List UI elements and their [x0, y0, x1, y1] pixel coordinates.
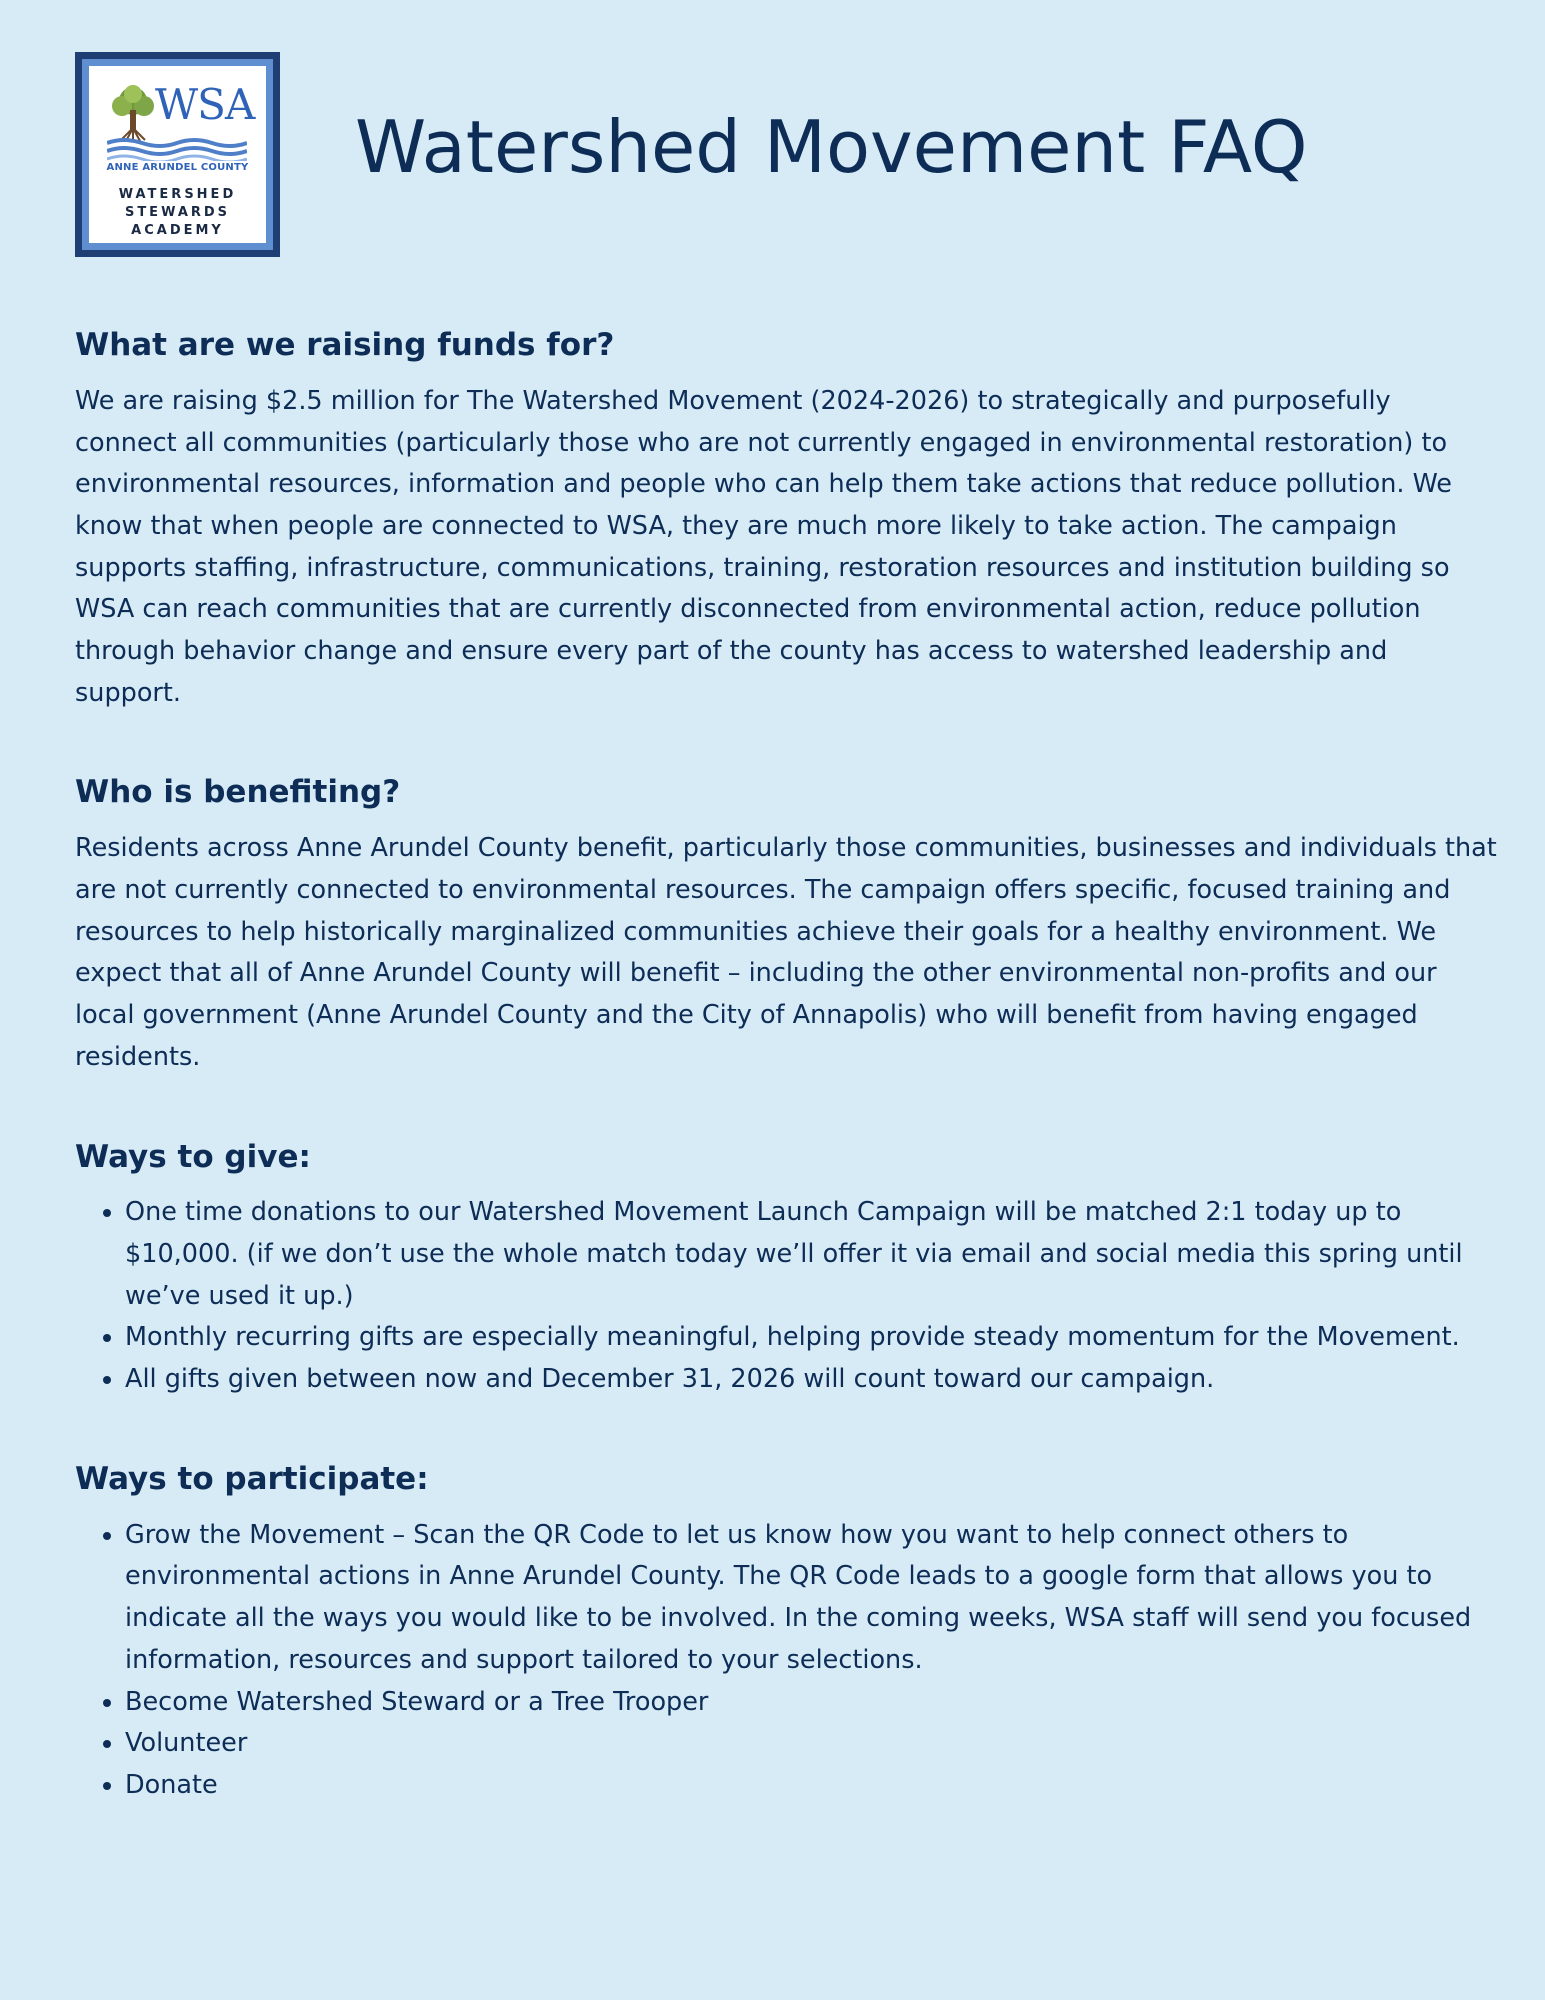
logo-name-line2: STEWARDS — [124, 205, 231, 220]
list-item: • Monthly recurring gifts are especially meaningful, helping provide steady momentum for the Movement. — [125, 1317, 1500, 1359]
list-item: • Donate — [125, 1765, 1500, 1807]
section-ways-to-give — [75, 1137, 1500, 1401]
logo-name-line1: WATERSHED — [118, 187, 237, 202]
tree-icon — [107, 84, 159, 142]
section-who-benefits — [75, 772, 1500, 1078]
section-heading: Who is benefiting? — [75, 774, 401, 811]
list-item: • One time donations to our Watershed Movement Launch Campaign will be matched 2:1 today up to $10,000. (if we don’t use the whole match today we’ll offer it via email and social media this spring until we’ve used it up.) — [125, 1192, 1500, 1317]
ways-to-give-list — [75, 1192, 1500, 1401]
waves-icon — [107, 137, 247, 161]
list-item: • Grow the Movement – Scan the QR Code to let us know how you want to help connect others to environmental actions in Anne Arundel County. The QR Code leads to a google form that allows you to indicate all the ways you would like to be involved. In the coming weeks, WSA staff will send you focused information, resources and support tailored to your selections. — [125, 1515, 1500, 1682]
logo-county: ANNE ARUNDEL COUNTY — [106, 162, 249, 173]
section-raising-funds — [75, 325, 1500, 714]
faq-content — [75, 325, 1500, 1865]
section-body: Residents across Anne Arundel County benefit, particularly those communities, businesses and individuals that are not currently connected to environmental resources. The campaign offers specific, focused training and resources to help historically marginalized communities achieve their goals for a healthy environment. We expect that all of Anne Arundel County will benefit – including the other environmental non-profits and our local government (Anne Arundel County and the City of Annapolis) who will benefit from having engaged residents. — [75, 833, 1497, 1072]
list-item: • Become Watershed Steward or a Tree Trooper — [125, 1682, 1500, 1724]
section-body: We are raising $2.5 million for The Watershed Movement (2024-2026) to strategically and purposefully connect all communities (particularly those who are not currently engaged in environmental restoration) to environmental resources, information and people who can help them take actions that reduce pollution. We know that when people are connected to WSA, they are much more likely to take action. The campaign supports staffing, infrastructure, communications, training, restoration resources and institution building so WSA can reach communities that are currently disconnected from environmental action, reduce pollution through behavior change and ensure every part of the county has access to watershed leadership and support. — [75, 385, 1452, 708]
section-heading: What are we raising funds for? — [75, 327, 615, 363]
ways-to-participate-list — [75, 1515, 1500, 1807]
list-item: • Volunteer — [125, 1723, 1500, 1765]
logo-inner — [89, 66, 266, 243]
logo-name — [89, 186, 266, 240]
wsa-logo — [75, 52, 280, 257]
section-heading: Ways to participate: — [75, 1460, 429, 1497]
page-title: Watershed Movement FAQ — [355, 105, 1308, 189]
logo-acronym: WSA — [155, 80, 255, 129]
list-item: • All gifts given between now and December 31, 2026 will count toward our campaign. — [125, 1359, 1500, 1401]
header — [75, 52, 1475, 257]
section-heading: Ways to give: — [75, 1138, 311, 1175]
logo-name-line3: ACADEMY — [131, 223, 224, 238]
section-ways-to-participate — [75, 1459, 1500, 1807]
